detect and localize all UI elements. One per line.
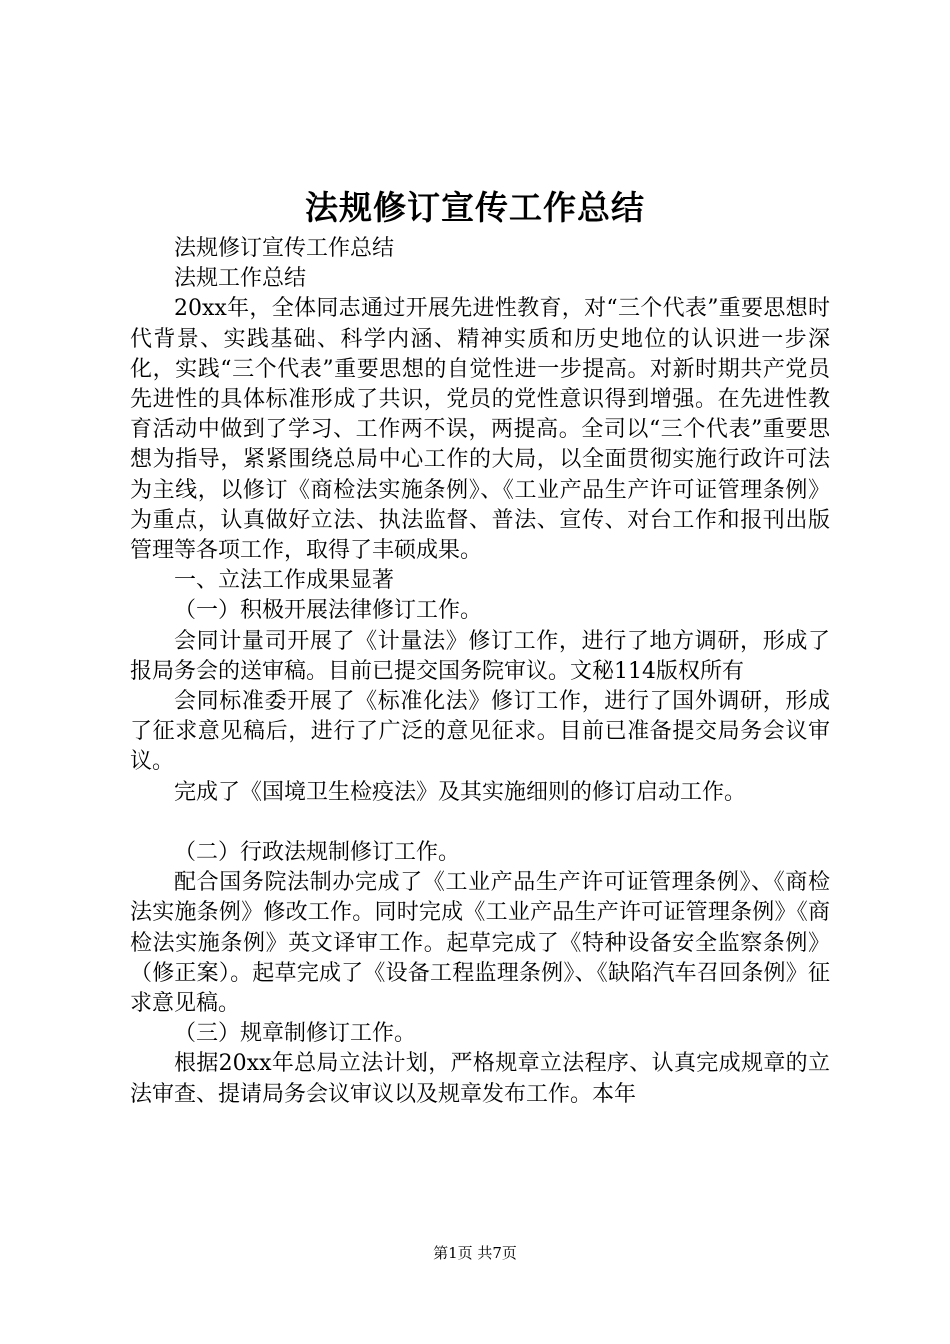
paragraph-spacer bbox=[130, 808, 830, 838]
subsection-heading-1: （一）积极开展法律修订工作。 bbox=[174, 598, 483, 624]
document-body bbox=[130, 234, 830, 1110]
document-title: 法规修订宣传工作总结 bbox=[305, 188, 645, 227]
paragraph-quarantine-law: 完成了《国境卫生检疫法》及其实施细则的修订启动工作。 bbox=[174, 779, 747, 805]
paragraph-administrative-regulations: 配合国务院法制办完成了《工业产品生产许可证管理条例》、《商检法实施条例》修改工作。同时完成《工业产品生产许可证管理条例》《商检法实施条例》英文译审工作。起草完成了《特种设备安全监察条例》（修正案）。起草完成了《设备工程监理条例》、《缺陷汽车召回条例》征求意见稿。 bbox=[130, 870, 830, 1017]
paragraph-intro: 20xx年，全体同志通过开展先进性教育，对“三个代表”重要思想时代背景、实践基础、科学内涵、精神实质和历史地位的认识进一步深化，实践“三个代表”重要思想的自觉性进一步提高。对新时期共产党员先进性的具体标准形成了共识，党员的党性意识得到增强。在先进性教育活动中做到了学习、工作两不误，两提高。全司以“三个代表”重要思想为指导，紧紧围绕总局中心工作的大局，以全面贯彻实施行政许可法为主线，以修订《商检法实施条例》、《工业产品生产许可证管理条例》为重点，认真做好立法、执法监督、普法、宣传、对台工作和报刊出版管理等各项工作，取得了丰硕成果。 bbox=[130, 296, 830, 564]
page-footer: 第1页 共7页 bbox=[433, 1244, 517, 1262]
paragraph-subtitle: 法规工作总结 bbox=[174, 266, 307, 292]
paragraph-standardization-law: 会同标准委开展了《标准化法》修订工作，进行了国外调研，形成了征求意见稿后，进行了广泛的意见征求。目前已准备提交局务会议审议。 bbox=[130, 689, 830, 775]
section-heading-1: 一、立法工作成果显著 bbox=[174, 568, 395, 594]
subsection-heading-2: （二）行政法规制修订工作。 bbox=[174, 840, 461, 866]
paragraph-rules-revision: 根据20xx年总局立法计划，严格规章立法程序、认真完成规章的立法审查、提请局务会议审议以及规章发布工作。本年 bbox=[130, 1051, 830, 1107]
paragraph-measurement-law: 会同计量司开展了《计量法》修订工作，进行了地方调研，形成了报局务会的送审稿。目前已提交国务院审议。文秘114版权所有 bbox=[130, 628, 830, 684]
subsection-heading-3: （三）规章制修订工作。 bbox=[174, 1021, 417, 1047]
paragraph-repeat-title: 法规修订宣传工作总结 bbox=[174, 236, 395, 261]
